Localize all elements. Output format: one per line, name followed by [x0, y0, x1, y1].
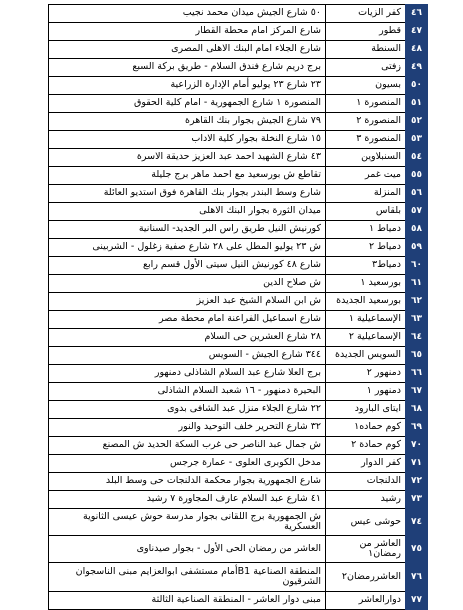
table-row — [49, 239, 428, 257]
table-row — [49, 113, 428, 131]
row-number: ٥٨ — [406, 221, 428, 239]
table-row — [49, 419, 428, 437]
city-name: حوشى عيس — [326, 509, 406, 536]
row-number: ٧١ — [406, 455, 428, 473]
city-name: كفر الزيات — [326, 5, 406, 23]
branch-address: العاشر من رمضان الحى الأول - بجوار صيدناوى — [49, 536, 326, 563]
branch-address: ٢٣ شارع ٢٣ يوليو أمام الإدارة الزراعية — [49, 77, 326, 95]
table-row — [49, 95, 428, 113]
branch-address: ش جمال عبد الناصر حى غرب السكة الحديد ش المصنع — [49, 437, 326, 455]
table-row — [49, 167, 428, 185]
table-row — [49, 59, 428, 77]
row-number: ٥١ — [406, 95, 428, 113]
city-name: كفر الدوار — [326, 455, 406, 473]
table-row — [49, 5, 428, 23]
branch-address: ش صلاح الدين — [49, 275, 326, 293]
city-name: السنبلاوين — [326, 149, 406, 167]
branch-address: ١٥ شارع النخلة بجوار كلية الاداب — [49, 131, 326, 149]
table-row — [49, 437, 428, 455]
branch-address: ٢٢ شارع الجلاء منزل عبد الشافى بدوى — [49, 401, 326, 419]
table-row — [49, 401, 428, 419]
row-number: ٥٧ — [406, 203, 428, 221]
row-number: ٥٦ — [406, 185, 428, 203]
table-row — [49, 311, 428, 329]
table-row — [49, 41, 428, 59]
row-number: ٦٦ — [406, 365, 428, 383]
branch-address: ٥٠ شارع الجيش ميدان محمد نجيب — [49, 5, 326, 23]
table-row — [49, 365, 428, 383]
branch-address: ٣٤٤ شارع الجيش - السويس — [49, 347, 326, 365]
city-name: دمياط ٢ — [326, 239, 406, 257]
branch-address: ميدان الثورة بجوار البنك الاهلى — [49, 203, 326, 221]
branch-address: المنطقة الصناعية B1أمام مستشفى ابوالعزايم مبنى الناسجوان الشرقيون — [49, 563, 326, 592]
city-name: كوم حمادة ٢ — [326, 437, 406, 455]
branch-address: برج العلا شارع عبد السلام الشاذلى دمنهور — [49, 365, 326, 383]
table-row — [49, 275, 428, 293]
city-name: بورسعيد ١ — [326, 275, 406, 293]
city-name: دمياط ١ — [326, 221, 406, 239]
table-row — [49, 563, 428, 592]
city-name: قطور — [326, 23, 406, 41]
city-name: رشيد — [326, 491, 406, 509]
city-name: السنطة — [326, 41, 406, 59]
table-row — [49, 23, 428, 41]
row-number: ٥٩ — [406, 239, 428, 257]
row-number: ٧٤ — [406, 509, 428, 536]
city-name: دمنهور ١ — [326, 383, 406, 401]
row-number: ٥٢ — [406, 113, 428, 131]
city-name: كوم حماده١ — [326, 419, 406, 437]
branch-address: ٧٩ شارع الجيش بجوار بنك القاهرة — [49, 113, 326, 131]
row-number: ٤٨ — [406, 41, 428, 59]
row-number: ٤٩ — [406, 59, 428, 77]
row-number: ٤٧ — [406, 23, 428, 41]
branch-address: ش ٢٣ يوليو المطل على ٢٨ شارع صفية زغلول - الشربينى — [49, 239, 326, 257]
branch-address: شارع ٤٨ كورنيش النيل سيتى الأول قسم رابع — [49, 257, 326, 275]
city-name: العاشر من رمضان١ — [326, 536, 406, 563]
table-row — [49, 131, 428, 149]
branch-address: ٤١ شارع عبد السلام عارف المجاورة ٧ رشيد — [49, 491, 326, 509]
branch-address: شارع اسماعيل الفراعنة امام محطة مصر — [49, 311, 326, 329]
branch-address: ٣٢ شارع التحرير خلف التوحيد والنور — [49, 419, 326, 437]
branch-address: شارع الجلاء امام البنك الاهلى المصرى — [49, 41, 326, 59]
row-number: ٦٧ — [406, 383, 428, 401]
city-name: بلقاس — [326, 203, 406, 221]
table-row — [49, 257, 428, 275]
branch-address: البحيرة دمنهور - ١٦ شعبد السلام الشاذلى — [49, 383, 326, 401]
table-row — [49, 491, 428, 509]
row-number: ٦٢ — [406, 293, 428, 311]
city-name: المنصورة ٣ — [326, 131, 406, 149]
table-row — [49, 221, 428, 239]
city-name: العاشررمضان٢ — [326, 563, 406, 592]
row-number: ٦٥ — [406, 347, 428, 365]
branch-address: برج دريم شارع فندق السلام - طريق بركة السبع — [49, 59, 326, 77]
row-number: ٥٠ — [406, 77, 428, 95]
branch-address: ٤٣ شارع الشهيد احمد عبد العزيز حديقة الاسرة — [49, 149, 326, 167]
city-name: الإسماعيلية ١ — [326, 311, 406, 329]
row-number: ٥٤ — [406, 149, 428, 167]
table-row — [49, 203, 428, 221]
branch-address: مدخل الكوبرى العلوى - عمارة جرجس — [49, 455, 326, 473]
branch-address: مبنى دوار العاشر - المنطقة الصناعية الثالثة — [49, 592, 326, 610]
city-name: السويس الجديدة — [326, 347, 406, 365]
table-row — [49, 293, 428, 311]
branch-address: ش ابن السلام الشيخ عبد العزيز — [49, 293, 326, 311]
city-name: المنصورة ١ — [326, 95, 406, 113]
table-row — [49, 536, 428, 563]
row-number: ٥٣ — [406, 131, 428, 149]
row-number: ٧٢ — [406, 473, 428, 491]
branch-address: شارع الجمهورية بجوار محكمة الدلنجات حى وسط البلد — [49, 473, 326, 491]
branch-address: شارع المركز امام محطة القطار — [49, 23, 326, 41]
branch-address: المنصورة ١ شارع الجمهورية - امام كلية الحقوق — [49, 95, 326, 113]
table-row — [49, 455, 428, 473]
table-row — [49, 185, 428, 203]
city-name: الإسماعيلية ٢ — [326, 329, 406, 347]
branch-address: تقاطع ش بورسعيد مع احمد ماهر برج جليلة — [49, 167, 326, 185]
table-row — [49, 383, 428, 401]
city-name: ايتاى البارود — [326, 401, 406, 419]
city-name: زفتى — [326, 59, 406, 77]
branch-address: ش الجمهورية برج اللقانى بجوار مدرسة حوش عيسى الثانوية العسكرية — [49, 509, 326, 536]
row-number: ٦٣ — [406, 311, 428, 329]
row-number: ٧٣ — [406, 491, 428, 509]
row-number: ٧٦ — [406, 563, 428, 592]
city-name: دوارالعاشر — [326, 592, 406, 610]
table-row — [49, 329, 428, 347]
city-name: دمنهور ٢ — [326, 365, 406, 383]
city-name: الدلنجات — [326, 473, 406, 491]
table-row — [49, 473, 428, 491]
row-number: ٧٧ — [406, 592, 428, 610]
city-name: المنزلة — [326, 185, 406, 203]
table-row — [49, 347, 428, 365]
city-name: بورسعيد الجديدة — [326, 293, 406, 311]
row-number: ٦٩ — [406, 419, 428, 437]
table-row — [49, 509, 428, 536]
branch-address: ٢٨ شارع العشرين حى السلام — [49, 329, 326, 347]
row-number: ٦٤ — [406, 329, 428, 347]
row-number: ٧٥ — [406, 536, 428, 563]
table-row — [49, 77, 428, 95]
row-number: ٥٥ — [406, 167, 428, 185]
table-row — [49, 592, 428, 610]
city-name: دمياط٣ — [326, 257, 406, 275]
row-number: ٦١ — [406, 275, 428, 293]
row-number: ٦٠ — [406, 257, 428, 275]
row-number: ٤٦ — [406, 5, 428, 23]
city-name: ميت غمر — [326, 167, 406, 185]
table-row — [49, 149, 428, 167]
branch-address: كورنيش النيل طريق راس البر الجديد- السنانية — [49, 221, 326, 239]
branch-address-table — [48, 4, 428, 610]
city-name: المنصورة ٢ — [326, 113, 406, 131]
branch-address: شارع وسط البندر بجوار بنك القاهرة فوق استديو العائلة — [49, 185, 326, 203]
row-number: ٦٨ — [406, 401, 428, 419]
row-number: ٧٠ — [406, 437, 428, 455]
city-name: بسيون — [326, 77, 406, 95]
